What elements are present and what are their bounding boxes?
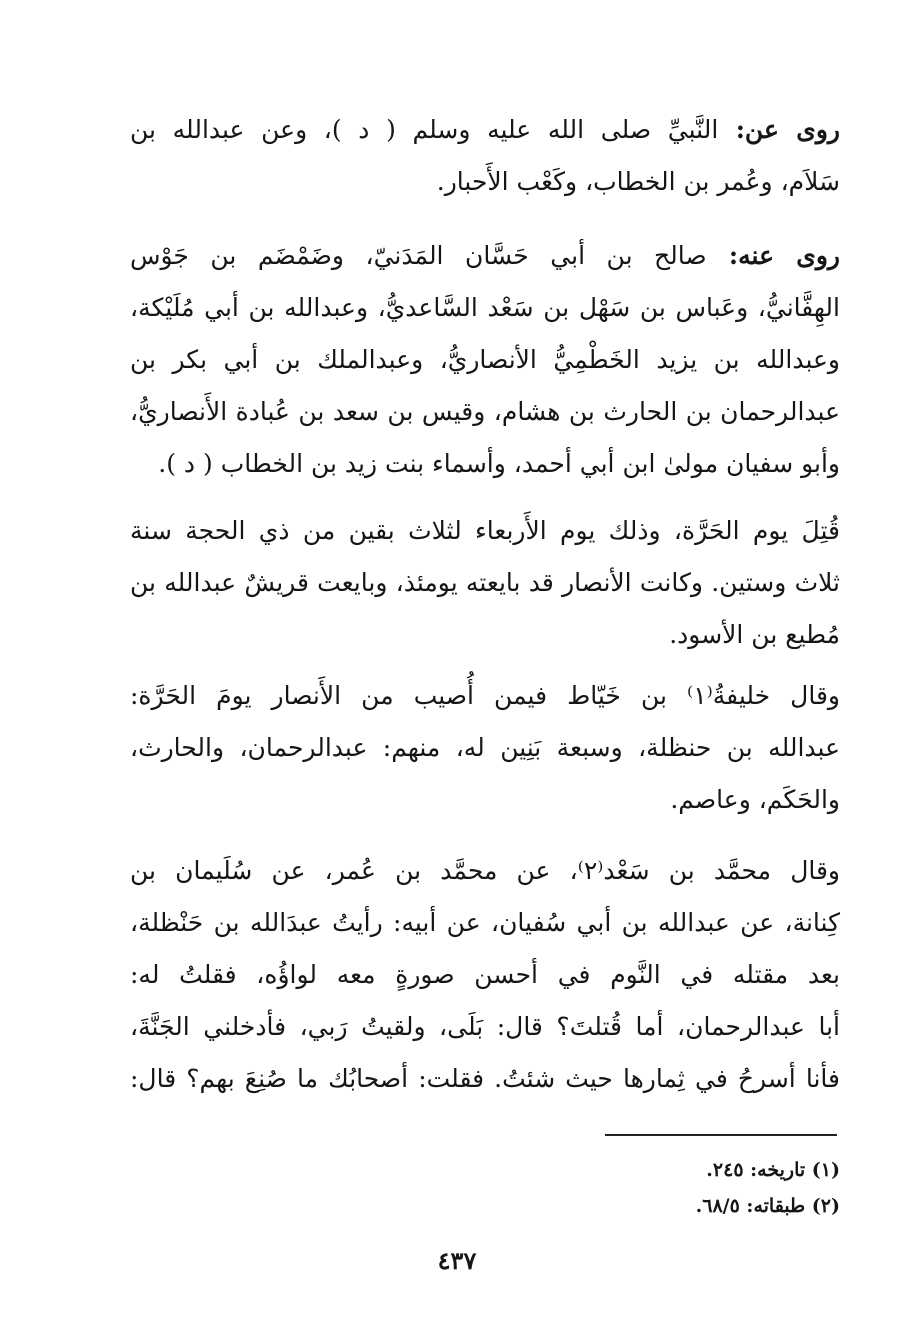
page-number: ٤٣٧ — [437, 1246, 477, 1275]
text-line: كِنانة، عن عبدالله بن أبي سُفيان، عن أبيه: رأيتُ عبدَالله بن حَنْظلة، — [130, 908, 840, 937]
section-label: روى عنه: — [706, 241, 840, 270]
footnote-divider — [605, 1134, 837, 1136]
text-line: والحَكَم، وعاصم. — [670, 785, 840, 814]
footnote-1: (١) تاريخه: ٢٤٥. — [706, 1159, 840, 1181]
text-line: وقال خليفةُ⁽١⁾ بن خَيّاط فيمن أُصيب من الأَنصار يومَ الحَرَّة: — [130, 681, 840, 710]
text-line: وقال محمَّد بن سَعْد⁽٢⁾، عن محمَّد بن عُمر، عن سُلَيمان بن — [130, 856, 840, 885]
text-line: سَلاَم، وعُمر بن الخطاب، وكَعْب الأَحبار. — [436, 167, 840, 196]
section-label: روى عن: — [718, 115, 840, 144]
paragraph-narrated-by — [130, 230, 840, 490]
text-line: وأبو سفيان مولىٰ ابن أبي أحمد، وأسماء بنت زيد بن الخطاب ( د ). — [158, 449, 840, 478]
text-line: فأنا أسرحُ في ثِمارها حيث شئتُ. فقلت: أصحابُك ما صُنِعَ بهم؟ قال: — [130, 1064, 840, 1093]
text-line: أبا عبدالرحمان، أما قُتلتَ؟ قال: بَلَى، ولقيتُ رَبي، فأدخلني الجَنَّةَ، — [130, 1012, 840, 1041]
text-line: بعد مقتله في النَّوم في أحسن صورةٍ معه لواؤُه، فقلتُ له: — [130, 960, 840, 989]
text-line: عبدالرحمان بن الحارث بن هشام، وقيس بن سعد بن عُبادة الأَنصاريُّ، — [130, 397, 840, 426]
text-line: عبدالله بن حنظلة، وسبعة بَنِين له، منهم: عبدالرحمان، والحارث، — [130, 733, 840, 762]
text-line: الهِفَّانيُّ، وعَباس بن سَهْل بن سَعْد السَّاعديُّ، وعبدالله بن أبي مُلَيْكة، — [130, 293, 840, 322]
paragraph-ibn-saad — [130, 845, 840, 1105]
text-line: قُتِلَ يوم الحَرَّة، وذلك يوم الأَربعاء لثلاث بقين من ذي الحجة سنة — [130, 516, 840, 545]
footnotes — [540, 1152, 840, 1224]
text-line: ثلاث وستين. وكانت الأنصار قد بايعته يومئذ، وبايعت قريشٌ عبدالله بن — [130, 568, 840, 597]
paragraph-narrated-from — [130, 104, 840, 208]
text-line: روى عن: النَّبيِّ صلى الله عليه وسلم ( د )، وعن عبدالله بن — [130, 115, 840, 144]
paragraph-khalifa — [130, 670, 840, 826]
text-line: مُطيع بن الأسود. — [669, 620, 840, 649]
text-line: روى عنه: صالح بن أبي حَسَّان المَدَنيّ، وضَمْضَم بن جَوْس — [130, 241, 840, 270]
paragraph-killed — [130, 505, 840, 661]
text-line: وعبدالله بن يزيد الخَطْمِيُّ الأنصاريُّ، وعبدالملك بن أبي بكر بن — [130, 345, 840, 374]
footnote-2: (٢) طبقاته: ٦٨/٥. — [695, 1195, 840, 1217]
